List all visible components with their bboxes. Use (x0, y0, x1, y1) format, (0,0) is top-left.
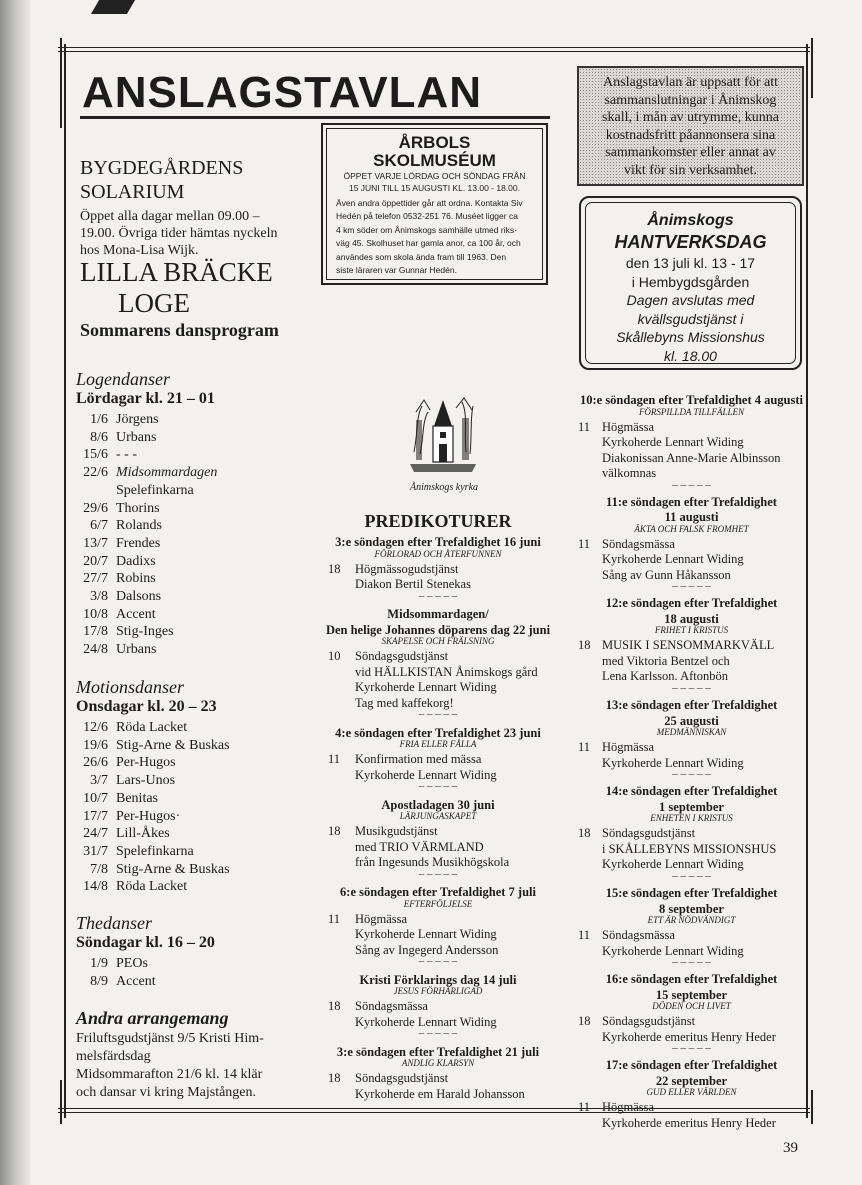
hantverk-italic-line: kvällsgudstjänst i (637, 310, 744, 327)
info-line: Anslagstavlan är uppsatt för att (603, 75, 778, 90)
sermon-theme: GUD ELLER VÄRLDEN (646, 1087, 737, 1098)
sermon-line: Diakonissan Anne-Marie Albinsson (602, 450, 781, 465)
sermon-title: Apostladagen 30 juni (381, 797, 495, 812)
dance-date: 24/7 (83, 826, 108, 842)
church-caption: Ånimskogs kyrka (409, 482, 479, 493)
hantverk-line: i Hembygdsgården (631, 273, 750, 290)
andra-line: och dansar vi kring Majstången. (76, 1085, 257, 1100)
dance-band: Midsommardagen (116, 465, 218, 481)
title-underline (80, 116, 550, 119)
arbol-hours-line: 15 JUNI TILL 15 AUGUSTI KL. 13.00 - 18.00. (348, 183, 521, 193)
sermon-line: Diakon Bertil Stenekas (355, 577, 471, 591)
sermon-divider: – – – – – (418, 708, 458, 720)
sermon-line: Högmässa (602, 1100, 655, 1115)
sermon-line: Kyrkoherde Lennart Widing (355, 767, 497, 782)
sermon-line: vid HÄLLKISTAN Ånimskogs gård (355, 664, 538, 679)
dance-date: 3/7 (90, 773, 108, 789)
dance-band: Robins (116, 571, 156, 587)
info-line: sammankomster eller annat av (605, 145, 776, 160)
page-title: ANSLAGSTAVLAN (82, 70, 483, 116)
frame-top-rule (58, 47, 810, 52)
logendanser-schedule: Lördagar kl. 21 – 01 (76, 390, 215, 407)
dance-band: Urbans (116, 429, 157, 445)
loge-subtitle: Sommarens dansprogram (80, 320, 279, 340)
dance-date: 27/7 (83, 571, 108, 587)
dance-date: 3/8 (90, 589, 108, 604)
solarium-title-1: BYGDEGÅRDENS (80, 157, 244, 179)
sermon-theme: ÄKTA OCH FALSK FROMHET (634, 523, 749, 534)
frame-right-bar (806, 44, 808, 1118)
sermon-time: 18 (328, 1071, 341, 1085)
sermon-line: Kyrkoherde Lennart Widing (602, 857, 744, 872)
sermon-divider: – – – – – (672, 768, 711, 781)
dance-date: 31/7 (83, 843, 108, 859)
dance-date: 8/9 (90, 973, 108, 989)
andra-line: Friluftsgudstjänst 9/5 Kristi Him- (76, 1031, 264, 1046)
sermon-theme: FRIHET I KRISTUS (654, 625, 729, 636)
loge-title-2: LOGE (118, 288, 190, 318)
sermon-time: 18 (328, 824, 341, 838)
dance-band: Accent (116, 606, 156, 622)
sermon-line: Kyrkoherde Lennart Widing (602, 552, 744, 567)
sermon-divider: – – – – – (672, 956, 711, 968)
sermon-theme: MEDMÄNNISKAN (656, 727, 727, 738)
dance-band: Benitas (116, 790, 158, 806)
sermon-time: 11 (578, 740, 591, 755)
sermon-title: 16:e söndagen efter Trefaldighet (605, 972, 778, 987)
arbol-line: 4 km söder om Ånimskogs samhälle utmed riks- (336, 224, 517, 235)
sermon-line: Söndagsgudstjänst (355, 649, 449, 663)
sermon-line: Söndagsgudstjänst (602, 826, 696, 841)
dance-date: 22/6 (83, 465, 108, 481)
dance-date: 7/8 (90, 861, 108, 877)
hantverk-italic-line: Dagen avslutas med (626, 292, 755, 308)
dance-date: 6/7 (90, 518, 108, 534)
sermon-theme: JESUS FÖRHÄRLIGAD (393, 986, 483, 996)
sermon-line: Kyrkoherde Lennart Widing (355, 927, 497, 941)
dance-band: PEOs (116, 956, 148, 971)
dance-band: Spelefinkarna (116, 482, 194, 498)
sermon-line: från Ingesunds Musikhögskola (355, 855, 510, 869)
sermon-theme: ENHETEN I KRISTUS (650, 813, 733, 824)
dance-date: 15/6 (83, 447, 108, 463)
dance-date: 8/6 (90, 429, 108, 445)
dance-date: 12/6 (83, 720, 108, 735)
sermon-divider: – – – – – (672, 478, 711, 491)
sermon-divider: – – – – – (672, 869, 711, 882)
sermon-line: Sång av Gunn Håkansson (602, 567, 731, 582)
sermon-time: 11 (578, 928, 591, 942)
andra-line: melsfärdsdag (76, 1049, 151, 1064)
sermon-title: 13:e söndagen efter Trefaldighet (605, 698, 778, 713)
dance-band: Stig-Inges (116, 624, 174, 640)
sermon-title: 1 september (659, 799, 724, 814)
dance-band: Spelefinkarna (116, 843, 194, 859)
sermon-divider: – – – – – (418, 955, 458, 967)
arbol-hours-line: ÖPPET VARJE LÖRDAG OCH SÖNDAG FRÅN (343, 171, 526, 181)
dance-date: 17/8 (83, 624, 108, 640)
sermon-time: 11 (328, 911, 341, 926)
frame-bottom-rule (58, 1108, 810, 1113)
sermon-title: Kristi Förklarings dag 14 juli (359, 972, 517, 987)
sermon-line: Kyrkoherde Lennart Widing (602, 943, 744, 958)
loge-title-1: LILLA BRÄCKE (80, 257, 273, 287)
sermon-theme: SKAPELSE OCH FRÄLSNING (381, 636, 495, 646)
dance-band: Röda Lacket (116, 879, 188, 895)
sermon-line: Musikgudstjänst (355, 824, 438, 838)
frame-left-bar-bottom (60, 1080, 62, 1124)
sermon-line: Lena Karlsson. Aftonbön (602, 669, 729, 684)
sermon-divider: – – – – – (672, 681, 711, 694)
sermon-line: Söndagsgudstjänst (602, 1014, 696, 1029)
dance-band: Frendes (116, 535, 161, 551)
dance-date: 10/7 (83, 790, 108, 806)
dance-date: 26/6 (83, 755, 108, 771)
dance-date: 10/8 (83, 606, 108, 622)
sermon-divider: – – – – – (418, 1027, 458, 1039)
sermon-title: 8 september (659, 901, 724, 916)
sermon-title: 15 september (655, 987, 728, 1002)
sermon-time: 11 (328, 752, 341, 766)
frame-right-bar-bottom (811, 1090, 813, 1124)
sermon-title: 22 september (655, 1073, 728, 1088)
dance-date: 13/7 (83, 535, 108, 551)
dance-date: 1/6 (90, 412, 108, 427)
sermon-title: 11:e söndagen efter Trefaldighet (606, 494, 777, 509)
info-line: sammanslutningar i Ånimskog (604, 92, 777, 108)
sermon-time: 11 (578, 536, 591, 551)
motionsdanser-heading: Motionsdanser (76, 677, 184, 697)
logendanser-heading: Logendanser (76, 369, 170, 389)
sermon-divider: – – – – – (672, 580, 711, 593)
book-spine-shadow (0, 0, 30, 1185)
sermon-line: Högmässa (355, 911, 408, 926)
page-corner-mark (91, 0, 135, 14)
sermon-theme: EFTERFÖLJELSE (403, 898, 473, 909)
arbol-title-1: ÅRBOLS (398, 133, 471, 152)
dance-date: 14/8 (83, 879, 108, 895)
sermon-title: 15:e söndagen efter Trefaldighet (605, 886, 778, 900)
sermon-theme: DÖDEN OCH LIVET (652, 1001, 731, 1012)
sermon-line: Kyrkoherde Lennart Widing (355, 1014, 497, 1029)
solarium-title-2: SOLARIUM (80, 181, 185, 203)
sermon-title: 6:e söndagen efter Trefaldighet 7 juli (340, 885, 536, 899)
dance-band: Lill-Åkes (116, 826, 170, 842)
sermon-title: 18 augusti (664, 611, 719, 626)
dance-band: Dalsons (116, 589, 162, 604)
motionsdanser-schedule: Onsdagar kl. 20 – 23 (76, 698, 217, 715)
sermon-divider: – – – – – (672, 1042, 711, 1055)
dance-date: 29/6 (83, 500, 108, 516)
sermon-line: välkomnas (602, 466, 657, 480)
sermon-line: Kyrkoherde em Harald Johansson (355, 1086, 525, 1101)
sermon-line: Kyrkoherde Lennart Widing (602, 755, 744, 770)
sermon-line: MUSIK I SENSOMMARKVÄLL (602, 638, 775, 653)
sermon-line: Högmässa (602, 419, 655, 434)
dance-band: Stig-Arne & Buskas (116, 861, 230, 877)
sermon-title: 3:e söndagen efter Trefaldighet 16 juni (335, 535, 541, 549)
sermon-time: 18 (578, 638, 591, 653)
sermon-title: 17:e söndagen efter Trefaldighet (605, 1058, 778, 1073)
dance-date: 24/8 (83, 642, 108, 658)
sermon-line: Tag med kaffekorg! (355, 695, 454, 710)
info-line: skall, i mån av utrymme, kunna (602, 110, 779, 125)
sermon-theme: FRIA ELLER FÅLLA (399, 739, 477, 749)
sermon-title: 12:e söndagen efter Trefaldighet (605, 596, 778, 611)
sermon-title: 14:e söndagen efter Trefaldighet (605, 784, 778, 799)
sermon-line: Söndagsgudstjänst (355, 1071, 449, 1085)
dance-band: Lars-Unos (116, 773, 176, 789)
dance-date: 20/7 (83, 553, 108, 569)
sermon-line: med TRIO VÄRMLAND (355, 839, 484, 854)
sermon-title: 4:e söndagen efter Trefaldighet 23 juni (335, 725, 541, 740)
thedanser-schedule: Söndagar kl. 16 – 20 (76, 934, 215, 951)
hantverk-italic-line: Skållebyns Missionshus (616, 329, 765, 345)
frame-right-bar-top (811, 38, 813, 98)
sermon-theme: LÄRJUNGASKAPET (399, 811, 477, 821)
hantverk-title-2: HANTVERKSDAG (614, 232, 767, 252)
sermon-line: med Viktoria Bentzel och (602, 653, 730, 668)
sermon-line: Kyrkoherde emeritus Henry Heder (602, 1115, 776, 1130)
sermon-divider: – – – – – (418, 780, 458, 792)
sermon-time: 18 (578, 1014, 591, 1029)
solarium-line: Öppet alla dagar mellan 09.00 – (80, 209, 260, 224)
hantverk-title-1: Ånimskogs (647, 212, 734, 229)
arbol-line: Hedén på telefon 0532-251 76. Muséet ligger ca (336, 211, 518, 222)
dance-date: 17/7 (83, 808, 108, 824)
dance-band: Urbans (116, 642, 157, 658)
sermon-time: 18 (578, 826, 591, 841)
sermon-theme: FÖRSPILLDA TILLFÄLLEN (638, 406, 745, 417)
hantverk-line: den 13 juli kl. 13 - 17 (625, 255, 756, 271)
hantverk-italic-line: kl. 18.00 (664, 347, 717, 364)
sermon-title: Midsommardagen/ (387, 607, 489, 621)
sermon-line: Högmässogudstjänst (355, 561, 459, 576)
sermon-theme: FÖRLORAD OCH ÅTERFUNNEN (374, 548, 502, 559)
info-line: vikt för sin verksamhet. (624, 162, 757, 178)
dance-band: Jörgens (116, 412, 159, 427)
solarium-line: 19.00. Övriga tider hämtas nyckeln (80, 226, 278, 241)
arbol-line: siste läraren var Gunnar Hedén. (336, 265, 457, 275)
sermon-title: 25 augusti (664, 713, 719, 728)
andra-line: Midsommarafton 21/6 kl. 14 klär (76, 1067, 263, 1082)
arbol-line: användes som skola ända fram till 1963. Den (336, 251, 507, 262)
church-illustration (410, 392, 476, 482)
dance-band: Accent (116, 973, 156, 989)
sermon-line: Kyrkoherde emeritus Henry Heder (602, 1029, 776, 1044)
sermon-line: Konfirmation med mässa (355, 752, 482, 766)
sermon-time: 18 (328, 561, 341, 576)
dance-band: - - - (116, 447, 137, 463)
dance-date: 1/9 (90, 956, 108, 971)
sermon-title: 10:e söndagen efter Trefaldighet 4 augusti (579, 393, 804, 407)
thedanser-heading: Thedanser (76, 913, 152, 933)
dance-band: Stig-Arne & Buskas (116, 737, 230, 753)
arbol-title-2: SKOLMUSÉUM (373, 151, 496, 170)
sermon-line: Sång av Ingegerd Andersson (355, 942, 499, 957)
sermon-title: 11 augusti (664, 510, 719, 525)
sermon-line: Kyrkoherde Lennart Widing (355, 680, 497, 694)
sermon-theme: ETT ÄR NÖDVÄNDIGT (647, 915, 736, 925)
sermon-line: i SKÅLLEBYNS MISSIONSHUS (602, 841, 777, 856)
sermon-divider: – – – – – (418, 867, 458, 880)
dance-band: Per-Hugos (116, 755, 176, 771)
info-line: kostnadsfritt påannonsera sina (605, 127, 776, 143)
page-number: 39 (783, 1140, 798, 1156)
sermon-title: Den helige Johannes döparens dag 22 juni (325, 622, 551, 637)
dance-band: Rolands (116, 518, 162, 534)
dance-band: Per-Hugos· (116, 808, 181, 824)
sermon-title: 3:e söndagen efter Trefaldighet 21 juli (336, 1044, 540, 1059)
frame-left-bar-top (60, 38, 62, 128)
sermon-time: 11 (578, 419, 591, 434)
dance-band: Dadixs (116, 553, 156, 569)
sermon-theme: ANDLIG KLARSYN (401, 1058, 475, 1068)
solarium-line: hos Mona-Lisa Wijk. (80, 243, 199, 258)
sermon-line: Högmässa (602, 740, 655, 755)
sermon-time: 18 (328, 999, 341, 1013)
sermon-time: 10 (328, 649, 341, 663)
sermon-line: Söndagsmässa (355, 999, 428, 1013)
arbol-line: väg 45. Skolhuset har gamla anor, ca 100 år, och (336, 238, 521, 249)
arbol-line: Även andra öppettider går att ordna. Kontakta Siv (336, 198, 523, 208)
andra-heading: Andra arrangemang (76, 1008, 229, 1028)
sermon-time: 11 (578, 1100, 591, 1115)
dance-band: Röda Lacket (116, 720, 188, 735)
sermon-line: Söndagsmässa (602, 536, 675, 551)
sermon-line: Kyrkoherde Lennart Widing (602, 435, 744, 449)
dance-date: 19/6 (83, 737, 108, 753)
predikoturer-heading: PREDIKOTURER (364, 511, 512, 531)
dance-band: Thorins (116, 500, 160, 516)
sermon-divider: – – – – – (418, 589, 458, 602)
sermon-line: Söndagsmässa (602, 928, 675, 942)
